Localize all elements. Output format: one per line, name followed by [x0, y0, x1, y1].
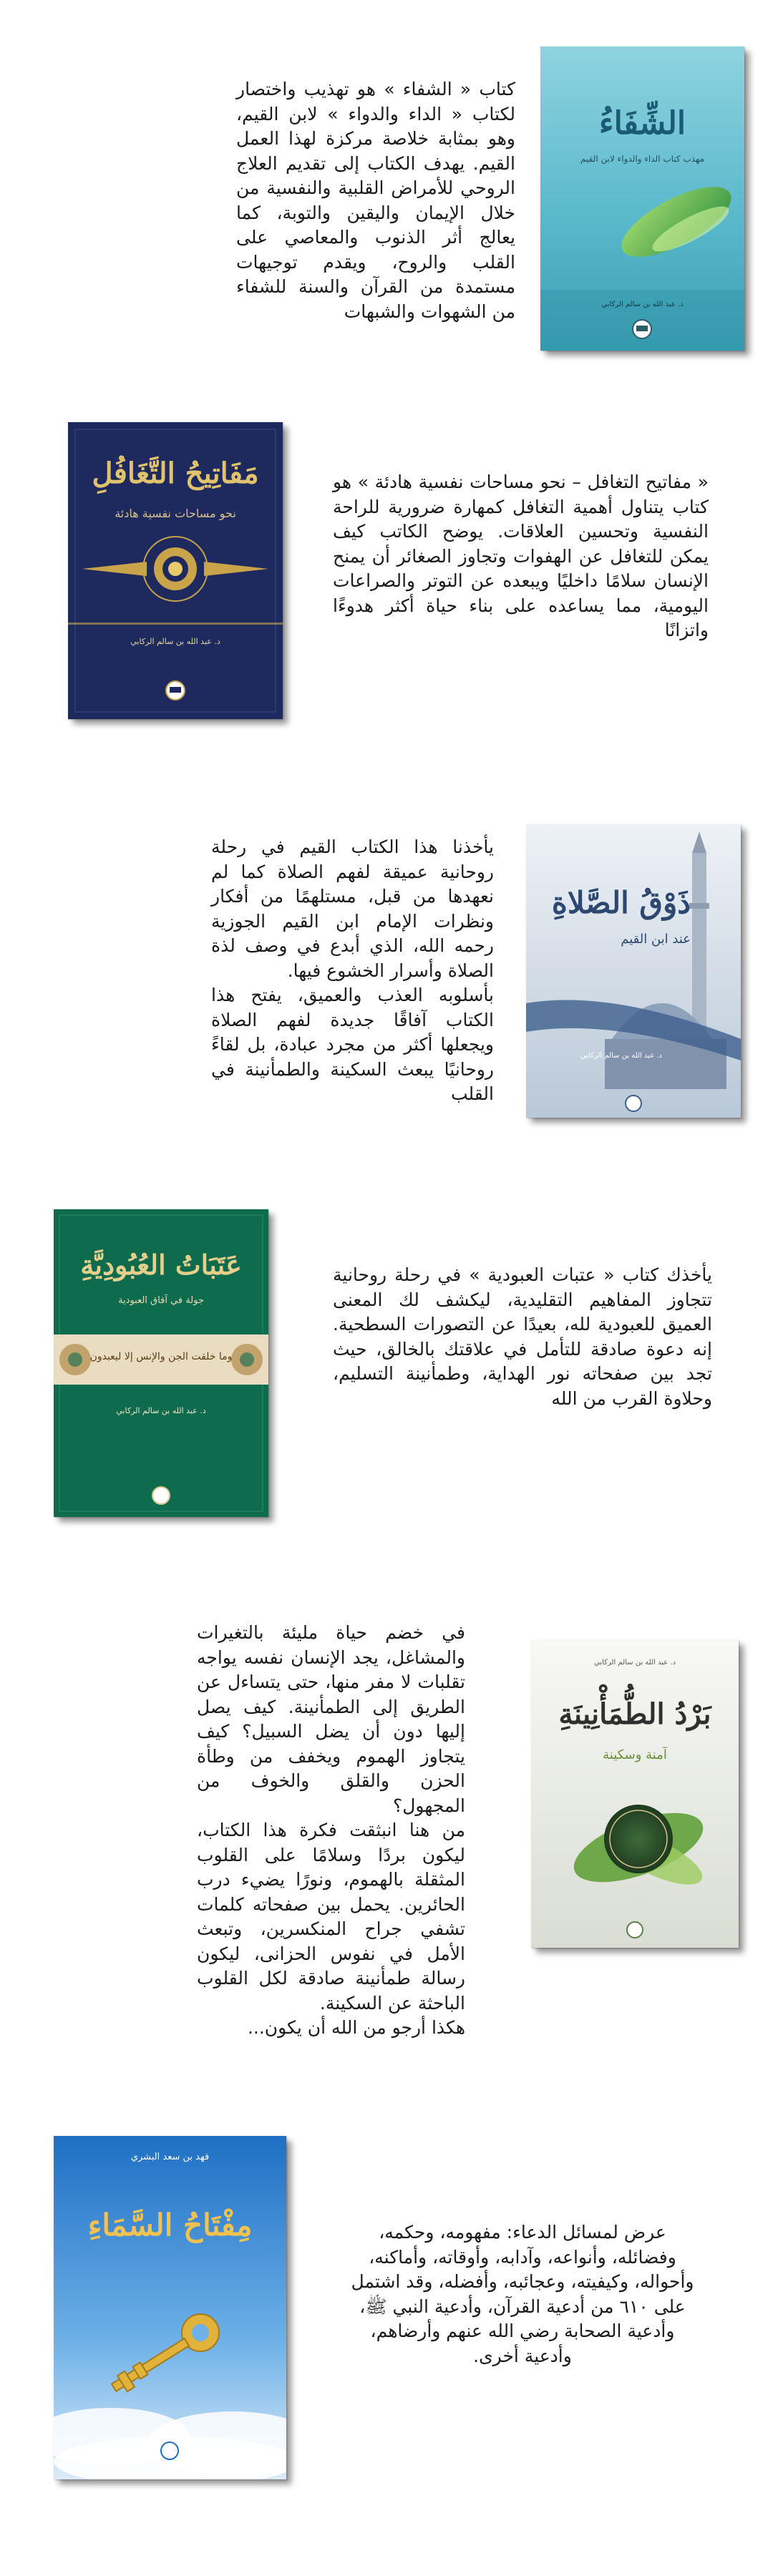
cover-title: بَرْدُ الطُّمَأْنِينَةِ — [558, 1697, 711, 1731]
cover-subtitle: نحو مساحات نفسية هادئة — [115, 507, 236, 520]
description-paragraph: « مفاتيح التغافل – نحو مساحات نفسية هادئة » هو كتاب يتناول أهمية التغافل كمهارة ضرورية للراحة النفسية وتحسين العلاقات. يوضح الكاتب كيف يمكن للتغافل عن الهفوات وتجاوز الصغائر أن يمنح الإنسان سلامًا داخليًا ويبعده عن التوتر والصراعات اليومية، مما يساعده على بناء حياة أكثر هدوءًا واتزانًا — [333, 472, 709, 640]
cover-author: د. عبد الله بن سالم الركابي — [593, 1659, 676, 1667]
book-cover-shifa[interactable] — [540, 47, 744, 351]
book-cover-mafatih[interactable] — [68, 422, 283, 719]
book-section-thawq — [0, 801, 773, 1188]
cover-title: ذَوْقُ الصَّلاةِ — [551, 885, 691, 920]
description-paragraph: هكذا أرجو من الله أن يكون... — [247, 2017, 465, 2038]
book-description-bard — [197, 1621, 465, 2041]
book-section-miftah — [0, 2104, 773, 2576]
book-section-atabat — [0, 1188, 773, 1589]
book-description-shifa — [236, 77, 515, 324]
book-section-bard — [0, 1589, 773, 2104]
cover-author: د. عبد الله بن سالم الركابي — [601, 301, 684, 308]
description-paragraph: بأسلوبه العذب والعميق، يفتح هذا الكتاب آفاقًا جديدة لفهم الصلاة ويجعلها أكثر من مجرد عبادة، بل لقاءً روحانيًا يبعث السكينة والطمأنينة في القلب — [211, 985, 494, 1104]
cover-art-thawq — [526, 824, 741, 1118]
cover-title: مَفَاتِيحُ التَّغَافُلِ — [92, 457, 259, 490]
book-cover-miftah[interactable] — [54, 2136, 286, 2479]
description-paragraph: كتاب « الشفاء » هو تهذيب واختصار لكتاب « الداء والدواء » لابن القيم، وهو بمثابة خلاصة مركزة لهذا العمل القيم. يهدف الكتاب إلى تقديم العلاج الروحي للأمراض القلبية والنفسية من خلال الإيمان واليقين والتوبة، كما يعالج أثر الذنوب والمعاصي على القلب والروح، ويقدم توجيهات مستمدة من القرآن والسنة للشفاء من الشهوات والشبهات — [236, 79, 515, 322]
cover-art-bard — [531, 1640, 739, 1948]
cover-author: د. عبد الله بن سالم الركابي — [580, 1052, 662, 1060]
book-section-mafatih — [0, 401, 773, 801]
book-cover-bard[interactable] — [531, 1640, 739, 1948]
cover-subtitle: آمنة وسكينة — [603, 1747, 667, 1762]
cover-subtitle: مهذب كتاب الداء والدواء لابن القيم — [580, 154, 705, 164]
cover-subtitle: عند ابن القيم — [621, 932, 691, 947]
cover-band-text: وما خلقت الجن والإنس إلا ليعبدون — [89, 1351, 233, 1362]
cover-title: الشِّفَاءُ — [598, 105, 686, 142]
description-paragraph: في خضم حياة مليئة بالتغيرات والمشاغل، يجد الإنسان نفسه يواجه تقلبات لا مفر منها، حتى يتساءل عن الطريق إلى الطمأنينة. كيف يصل إليها دون أن يضل السبيل؟ كيف يتجاوز الهموم ويخفف من وطأة الحزن والقلق والخوف من المجهول؟ — [197, 1622, 465, 1816]
cover-author: د. عبد الله بن سالم الركابي — [130, 637, 220, 646]
description-paragraph: عرض لمسائل الدعاء: مفهومه، وحكمه، وفضائله، وأنواعه، وآدابه، وأوقاته، وأماكنه، وأحواله، وكيفيته، وعجائبه، وأفضله، وقد اشتمل على ٦١٠ من أدعية القرآن، وأدعية النبي ﷺ، وأدعية الصحابة رضي الله عنهم وأرضاهم، وأدعية أخرى. — [351, 2222, 694, 2366]
description-paragraph: يأخذنا هذا الكتاب القيم في رحلة روحانية عميقة لفهم الصلاة كما لم نعهدها من قبل، مستلهمًا من أفكار ونظرات الإمام ابن القيم الجوزية رحمه الله، الذي أبدع في وصف لذة الصلاة وأسرار الخشوع فيها. — [211, 836, 494, 981]
cover-subtitle: جولة في آفاق العبودية — [118, 1295, 204, 1306]
book-description-thawq — [211, 835, 494, 1107]
cover-author: د. عبد الله بن سالم الركابي — [116, 1406, 206, 1415]
description-paragraph: من هنا انبثقت فكرة هذا الكتاب، ليكون بردًا وسلامًا على القلوب المثقلة بالهموم، ونورًا يضيء درب الحائرين. يحمل بين صفحاته كلمات تشفي جراح المنكسرين، وتبعث الأمل في نفوس الحزانى، ليكون رسالة طمأنينة صادقة لكل القلوب الباحثة عن السكينة. — [197, 1820, 465, 2014]
cover-title: مِفْتَاحُ السَّمَاءِ — [87, 2207, 253, 2243]
cover-author: فهد بن سعد البشري — [130, 2152, 210, 2162]
cover-art-miftah — [54, 2136, 286, 2479]
cover-title: عَتَبَاتُ العُبُودِيَّةِ — [80, 1249, 242, 1281]
book-section-shifa — [0, 0, 773, 401]
book-description-atabat — [333, 1263, 712, 1411]
book-description-miftah — [347, 2220, 698, 2368]
book-description-mafatih — [333, 470, 709, 643]
book-cover-atabat[interactable] — [54, 1209, 268, 1517]
book-cover-thawq[interactable] — [526, 824, 741, 1118]
description-paragraph: يأخذك كتاب « عتبات العبودية » في رحلة روحانية تتجاوز المفاهيم التقليدية، ليكشف لك المعنى العميق للعبودية لله، بعيدًا عن التصورات السطحية. إنه دعوة صادقة للتأمل في علاقتك بالخالق، حيث تجد بين صفحاته نور الهداية، وطمأنينة التسليم، وحلاوة القرب من الله — [333, 1264, 712, 1409]
